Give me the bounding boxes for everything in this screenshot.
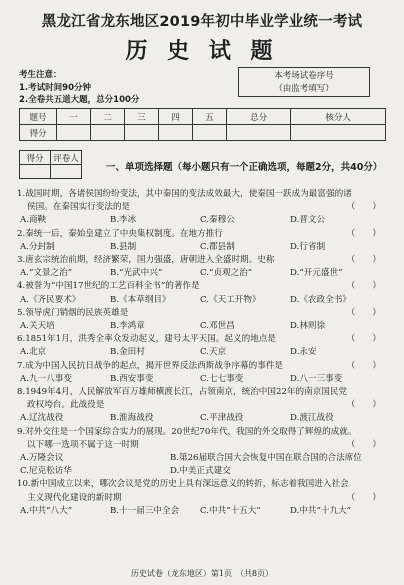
seat-box-line1: 本考场试卷序号 xyxy=(274,71,334,81)
answer-blank[interactable]: （ ） xyxy=(346,400,381,411)
score-table-header-row xyxy=(20,109,386,125)
notes-item-2: 2.全卷共五道大题，总分100分 xyxy=(19,95,140,105)
options xyxy=(17,452,389,465)
score-cell[interactable] xyxy=(291,125,386,141)
section-1-heading: 一、单项选择题（每小题只有一个正确选项，每题2分，共40分） xyxy=(106,162,383,173)
options xyxy=(17,412,389,425)
option-a[interactable]: A.分封制 xyxy=(20,241,55,252)
question-text: 4.被誉为“中国17世纪的工艺百科全书”的著作是 xyxy=(17,281,200,292)
option-c[interactable]: C.天京 xyxy=(200,347,227,358)
answer-blank[interactable]: （ ） xyxy=(346,307,381,318)
question-10 xyxy=(17,478,389,518)
option-a[interactable]: A.“文景之治” xyxy=(20,268,73,279)
question-text: 10.新中国成立以来，哪次会议是党的历史上具有深远意义的转折，标志着我国进入社会 xyxy=(17,479,349,490)
question-1 xyxy=(17,188,389,228)
seat-number-box xyxy=(238,67,370,97)
option-b[interactable]: B.“光武中兴” xyxy=(110,268,163,279)
option-d[interactable]: D.中共“十九大” xyxy=(290,505,352,516)
options xyxy=(17,465,389,478)
score-header-cell: 四 xyxy=(158,109,192,125)
option-b[interactable]: B.《本草纲目》 xyxy=(110,294,171,305)
question-text: 主义现代化建设的新时期 （ ） xyxy=(17,492,389,505)
grader-table xyxy=(19,150,82,179)
option-d[interactable]: D.林则徐 xyxy=(290,321,326,332)
option-c[interactable]: C.中共“十五大” xyxy=(200,505,261,516)
question-8 xyxy=(17,386,389,426)
option-b[interactable]: B.李鸿章 xyxy=(110,321,145,332)
option-b[interactable]: B.县制 xyxy=(110,241,137,252)
answer-blank[interactable]: （ ） xyxy=(346,281,381,292)
option-c[interactable]: C.平津战役 xyxy=(200,413,244,424)
score-table xyxy=(19,108,386,141)
option-d[interactable]: D.中美正式建交 xyxy=(170,466,231,477)
option-a[interactable]: A.万隆会议 xyxy=(20,453,64,464)
options xyxy=(17,214,389,227)
option-d[interactable]: D.渡江战役 xyxy=(290,413,334,424)
question-5 xyxy=(17,307,389,333)
seat-box-line2: （由监考填写） xyxy=(274,84,334,94)
answer-blank[interactable]: （ ） xyxy=(346,228,381,239)
option-b[interactable]: B.第26届联合国大会恢复中国在联合国的合法席位 xyxy=(170,453,362,464)
option-b[interactable]: B.西安事变 xyxy=(110,373,154,384)
option-a[interactable]: A.北京 xyxy=(20,347,47,358)
question-text: 7.成为中国人民抗日战争的起点，揭开世界反法西斯战争序幕的事件是 xyxy=(17,360,284,371)
option-b[interactable]: B.十一届三中全会 xyxy=(110,505,180,516)
options xyxy=(17,346,389,359)
option-c[interactable]: C.邓世昌 xyxy=(200,321,235,332)
question-9 xyxy=(17,426,389,479)
question-6 xyxy=(17,333,389,359)
options xyxy=(17,373,389,386)
options xyxy=(17,267,389,280)
answer-blank[interactable]: （ ） xyxy=(346,202,381,213)
option-d[interactable]: D.晋文公 xyxy=(290,215,326,226)
question-text: 2.秦统一后，秦始皇建立了中央集权制度。在地方推行 xyxy=(17,228,223,239)
score-header-cell: 总分 xyxy=(226,109,290,125)
option-d[interactable]: D.行省制 xyxy=(290,241,326,252)
option-a[interactable]: A.九一八事变 xyxy=(20,373,72,384)
option-a[interactable]: A.辽沈战役 xyxy=(20,413,64,424)
score-header-cell: 二 xyxy=(90,109,124,125)
option-d[interactable]: D.《农政全书》 xyxy=(290,294,351,305)
option-d[interactable]: D.“开元盛世” xyxy=(290,268,343,279)
score-header-cell: 五 xyxy=(192,109,226,125)
question-3 xyxy=(17,254,389,280)
question-text: 1.战国时期，各诸侯国纷纷变法，其中秦国的变法成效最大，使秦国一跃成为最富强的诸 xyxy=(17,189,352,199)
answer-blank[interactable]: （ ） xyxy=(346,360,381,371)
notes-item-1: 1.考试时间90分钟 xyxy=(19,82,91,93)
grader-name-cell[interactable] xyxy=(51,165,82,179)
option-c[interactable]: C.秦穆公 xyxy=(200,215,235,226)
question-text: 6.1851年1月，洪秀全率众发动起义，建号太平天国。起义的地点是 xyxy=(17,334,276,345)
exam-subtitle: 历 史 试 题 xyxy=(125,39,279,64)
page-footer: 历史试卷（龙东地区）第1页 （共8页） xyxy=(130,569,274,578)
option-c[interactable]: C.尼克松访华 xyxy=(20,466,72,477)
question-4 xyxy=(17,280,389,306)
option-a[interactable]: A.商鞅 xyxy=(20,215,47,226)
grader-score-cell[interactable] xyxy=(20,165,51,179)
question-text: 8.1949年4月，人民解放军百万雄师横渡长江，占领南京，统治中国22年的南京国民党 xyxy=(17,387,348,398)
question-text: 以下哪一选项不属于这一时期 （ ） xyxy=(17,439,389,452)
option-b[interactable]: B.李冰 xyxy=(110,215,137,226)
question-text: 5.领导虎门销烟的民族英雄是 xyxy=(17,307,129,318)
question-7 xyxy=(17,360,389,386)
score-cell[interactable] xyxy=(158,125,192,141)
answer-blank[interactable]: （ ） xyxy=(346,334,381,345)
question-text: 侯国。在秦国实行变法的是 xyxy=(27,202,131,213)
notes-heading: 考生注意： xyxy=(19,70,62,80)
score-header-cell: 核分人 xyxy=(291,109,386,125)
options xyxy=(17,241,389,254)
question-text: 9.对外交往是一个国家综合实力的展现。20世纪70年代，我国的外交取得了辉煌的成就。 xyxy=(17,426,357,437)
options xyxy=(17,320,389,333)
score-header-cell: 题号 xyxy=(20,109,57,125)
exam-title: 黑龙江省龙东地区2019年初中毕业学业统一考试 xyxy=(41,14,363,30)
option-a[interactable]: A.《齐民要术》 xyxy=(20,294,81,305)
options xyxy=(17,505,389,518)
candidate-notes xyxy=(19,69,139,107)
option-c[interactable]: C.《天工开物》 xyxy=(200,294,261,305)
grader-name-label: 评卷人 xyxy=(51,151,82,165)
score-row-label: 得分 xyxy=(20,125,57,141)
question-text: 3.唐玄宗统治前期，经济繁荣，国力强盛，唐朝进入全盛时期。史称 xyxy=(17,255,275,266)
option-d[interactable]: D.八一三事变 xyxy=(290,373,343,384)
option-b[interactable]: B.淮海战役 xyxy=(110,413,154,424)
answer-blank[interactable]: （ ） xyxy=(346,255,381,266)
option-c[interactable]: C.七七事变 xyxy=(200,373,244,384)
question-text: 政权垮台。此战役是 （ ） xyxy=(17,399,389,412)
answer-blank[interactable]: （ ） xyxy=(346,492,381,503)
score-header-cell: 一 xyxy=(57,109,91,125)
score-cell[interactable] xyxy=(226,125,290,141)
option-c[interactable]: C.郡县制 xyxy=(200,241,235,252)
option-c[interactable]: C.“贞观之治” xyxy=(200,268,253,279)
grader-score-label: 得分 xyxy=(20,151,51,165)
option-b[interactable]: B.金田村 xyxy=(110,347,145,358)
score-cell[interactable] xyxy=(90,125,124,141)
score-cell[interactable] xyxy=(124,125,158,141)
score-cell[interactable] xyxy=(57,125,91,141)
options xyxy=(17,294,389,307)
question-2 xyxy=(17,228,389,254)
option-a[interactable]: A.关天培 xyxy=(20,321,55,332)
option-d[interactable]: D.永安 xyxy=(290,347,317,358)
score-cell[interactable] xyxy=(192,125,226,141)
question-list xyxy=(17,188,389,518)
option-a[interactable]: A.中共“八大” xyxy=(20,505,73,516)
score-table-score-row xyxy=(20,125,386,141)
score-header-cell: 三 xyxy=(124,109,158,125)
answer-blank[interactable]: （ ） xyxy=(346,439,381,450)
